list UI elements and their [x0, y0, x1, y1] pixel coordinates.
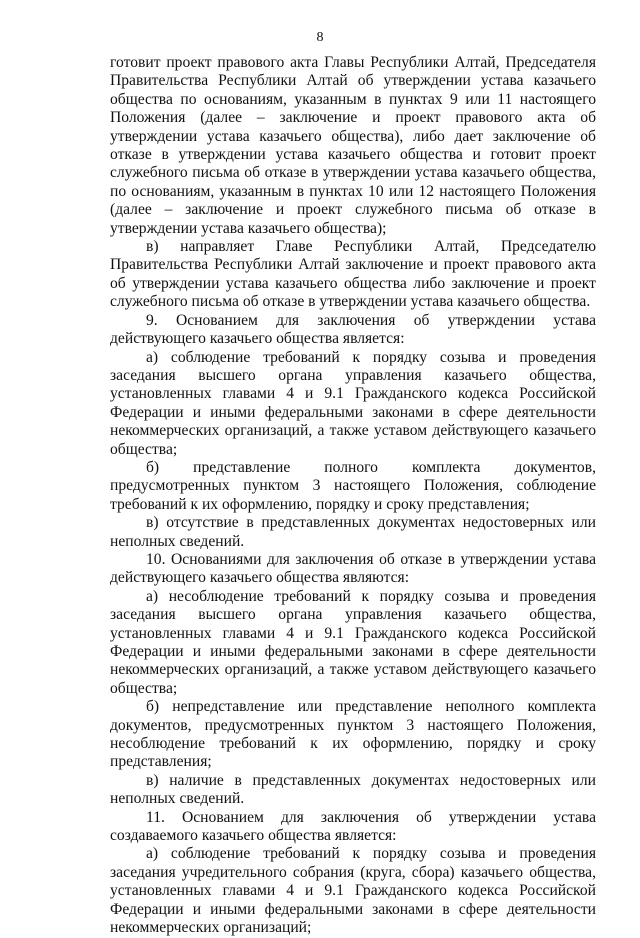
paragraph: а) соблюдение требований к порядку созыва и проведения заседания учредительного собрания (круга, сбора) казачьего общества, установленных главами 4 и 9.1 Гражданского кодекса Российской Федерации и иными федеральными законами в сфере деятельности некоммерческих организаций; [110, 845, 596, 937]
page-number: 8 [316, 30, 324, 45]
paragraph: 11. Основанием для заключения об утверждении устава создаваемого казачьего общества является: [110, 808, 596, 845]
paragraph: 10. Основаниями для заключения об отказе в утверждении устава действующего казачьего общества являются: [110, 550, 596, 587]
paragraph: а) несоблюдение требований к порядку созыва и проведения заседания высшего органа управления казачьего общества, установленных главами 4 и 9.1 Гражданского кодекса Российской Федерации и иными федеральными законами в сфере деятельности некоммерческих организаций, а также уставом действующего казачьего общества; [110, 587, 596, 697]
paragraph: б) представление полного комплекта документов, предусмотренных пунктом 3 настоящего Положения, соблюдение требований к их оформлению, порядку и сроку представления; [110, 458, 596, 513]
document-body [110, 54, 596, 938]
paragraph: в) наличие в представленных документах недостоверных или неполных сведений. [110, 771, 596, 808]
paragraph: в) направляет Главе Республики Алтай, Председателю Правительства Республики Алтай заключение и проект правового акта об утверждении устава казачьего общества либо заключение и проект служебного письма об отказе в утверждении устава казачьего общества. [110, 238, 596, 311]
paragraph: в) отсутствие в представленных документах недостоверных или неполных сведений. [110, 514, 596, 550]
paragraph: 9. Основанием для заключения об утверждении устава действующего казачьего общества является: [110, 311, 596, 348]
paragraph: готовит проект правового акта Главы Республики Алтай, Председателя Правительства Республики Алтай об утверждении устава казачьего общества по основаниям, указанным в пунктах 9 или 11 настоящего Положения (далее – заключение и проект правового акта об утверждении устава казачьего общества), либо дает заключение об отказе в утверждении устава казачьего общества и готовит проект служебного письма об отказе в утверждении устава казачьего общества, по основаниям, указанным в пунктах 10 или 12 настоящего Положения (далее – заключение и проект служебного письма об отказе в утверждении устава казачьего общества); [110, 54, 596, 237]
paragraph: б) непредставление или представление неполного комплекта документов, предусмотренных пунктом 3 настоящего Положения, несоблюдение требований к их оформлению, порядку и сроку представления; [110, 698, 596, 771]
paragraph: а) соблюдение требований к порядку созыва и проведения заседания высшего органа управления казачьего общества, установленных главами 4 и 9.1 Гражданского кодекса Российской Федерации и иными федеральными законами в сфере деятельности некоммерческих организаций, а также уставом действующего казачьего общества; [110, 348, 596, 458]
